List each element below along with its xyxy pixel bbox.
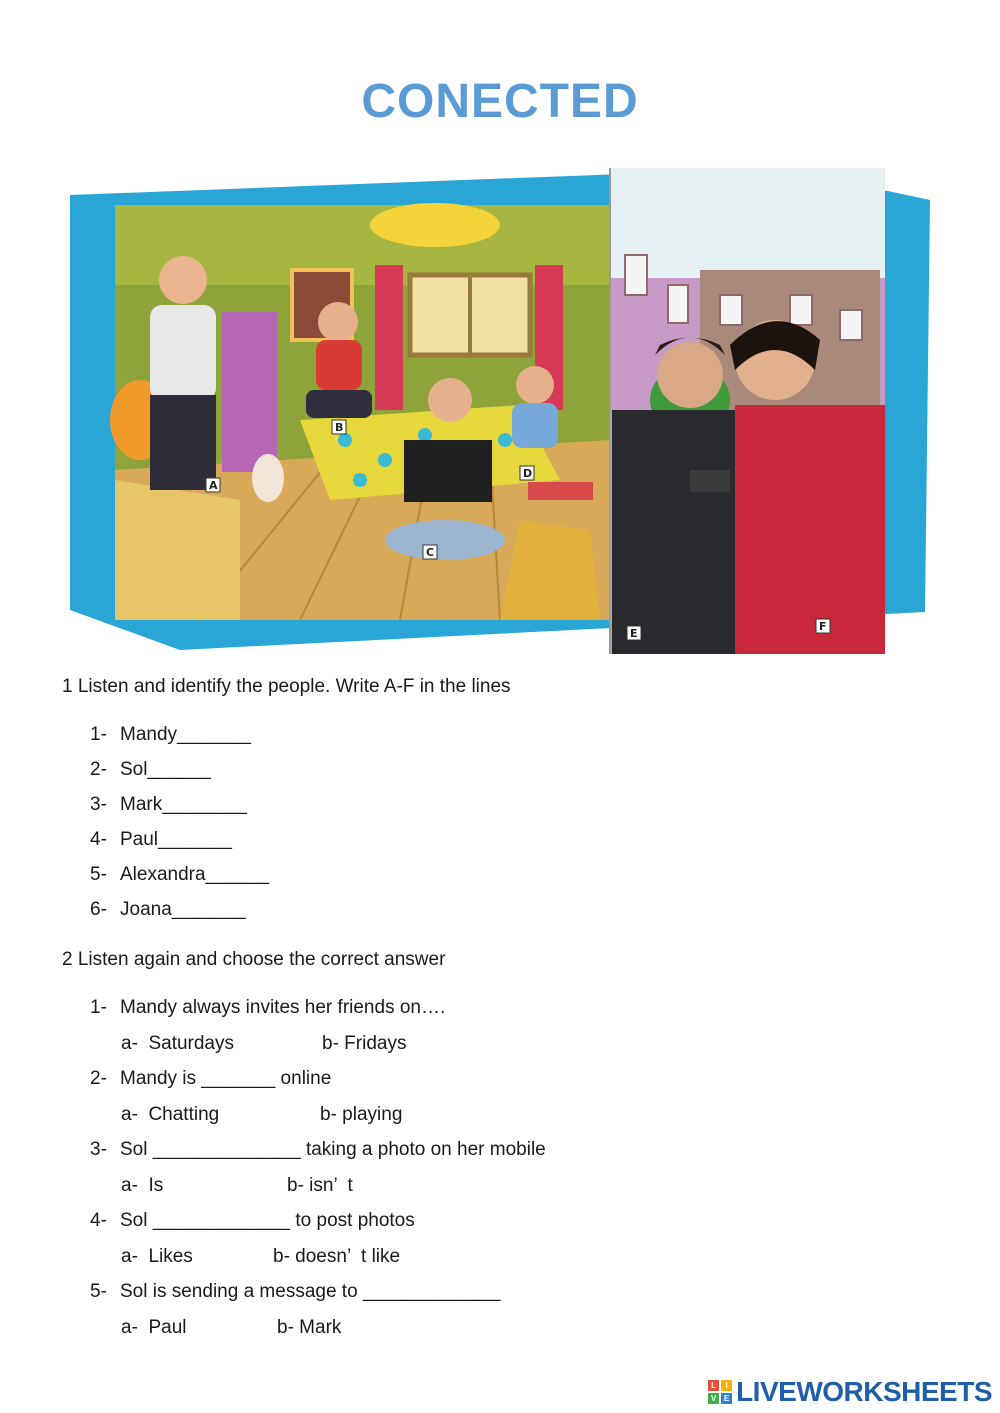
- item-number: 2-: [90, 759, 107, 780]
- photo-label-f: F: [819, 620, 827, 633]
- item-text: Mark________: [120, 794, 247, 815]
- page-title: CONECTED: [361, 75, 639, 128]
- section1-heading: 1 Listen and identify the people. Write A-F in the lines: [62, 676, 511, 697]
- item-number: 4-: [90, 1210, 107, 1231]
- item-number: 3-: [90, 1139, 107, 1160]
- photo-label-a: A: [209, 479, 218, 492]
- list-item: [90, 864, 269, 886]
- option-a: a- Saturdays: [121, 1033, 234, 1054]
- question-text: Sol ______________ taking a photo on her mobile: [120, 1139, 546, 1160]
- item-number: 4-: [90, 829, 107, 850]
- photo-label-d: D: [523, 467, 533, 480]
- logo-letter: V: [708, 1393, 719, 1404]
- option-b: b- Fridays: [322, 1033, 407, 1054]
- logo-letter: E: [721, 1393, 732, 1404]
- question-text: Mandy is _______ online: [120, 1068, 332, 1089]
- option-b: b- Mark: [277, 1317, 342, 1338]
- item-number: 2-: [90, 1068, 107, 1089]
- question-item: [90, 997, 445, 1019]
- textbook-illustration: [0, 0, 1000, 670]
- question-text: Mandy always invites her friends on….: [120, 997, 446, 1018]
- item-text: Mandy_______: [120, 724, 251, 745]
- item-number: 1-: [90, 724, 107, 745]
- section2-heading: 2 Listen again and choose the correct answer: [62, 949, 446, 970]
- list-item: [90, 829, 232, 851]
- item-text: Sol______: [120, 759, 211, 780]
- question-text: Sol _____________ to post photos: [120, 1210, 415, 1231]
- logo-letter: L: [708, 1380, 719, 1391]
- option-b: b- isn’ t: [287, 1175, 353, 1196]
- option-a: a- Paul: [121, 1317, 187, 1338]
- logo-letter: I: [721, 1380, 732, 1391]
- question-item: [90, 1068, 331, 1090]
- photo-label-c: C: [426, 546, 435, 559]
- question-text: Sol is sending a message to _____________: [120, 1281, 501, 1302]
- item-number: 1-: [90, 997, 107, 1018]
- item-number: 5-: [90, 864, 107, 885]
- list-item: [90, 724, 251, 746]
- brand-text: LIVEWORKSHEETS: [736, 1376, 992, 1407]
- option-b: b- doesn’ t like: [273, 1246, 401, 1267]
- question-item: [90, 1210, 415, 1232]
- list-item: [90, 794, 247, 816]
- photo-label-e: E: [630, 627, 638, 640]
- question-item: [90, 1281, 500, 1303]
- item-text: Paul_______: [120, 829, 232, 850]
- item-text: Alexandra______: [120, 864, 269, 885]
- option-b: b- playing: [320, 1104, 403, 1125]
- question-item: [90, 1139, 546, 1161]
- item-text: Joana_______: [120, 899, 246, 920]
- liveworksheets-logo: [708, 1377, 992, 1407]
- option-a: a- Chatting: [121, 1104, 220, 1125]
- item-number: 5-: [90, 1281, 107, 1302]
- item-number: 3-: [90, 794, 107, 815]
- photo-label-b: B: [335, 421, 344, 434]
- option-a: a- Likes: [121, 1246, 193, 1267]
- option-a: a- Is: [121, 1175, 164, 1196]
- list-item: [90, 759, 211, 781]
- logo-grid-icon: [708, 1380, 732, 1404]
- item-number: 6-: [90, 899, 107, 920]
- list-item: [90, 899, 246, 921]
